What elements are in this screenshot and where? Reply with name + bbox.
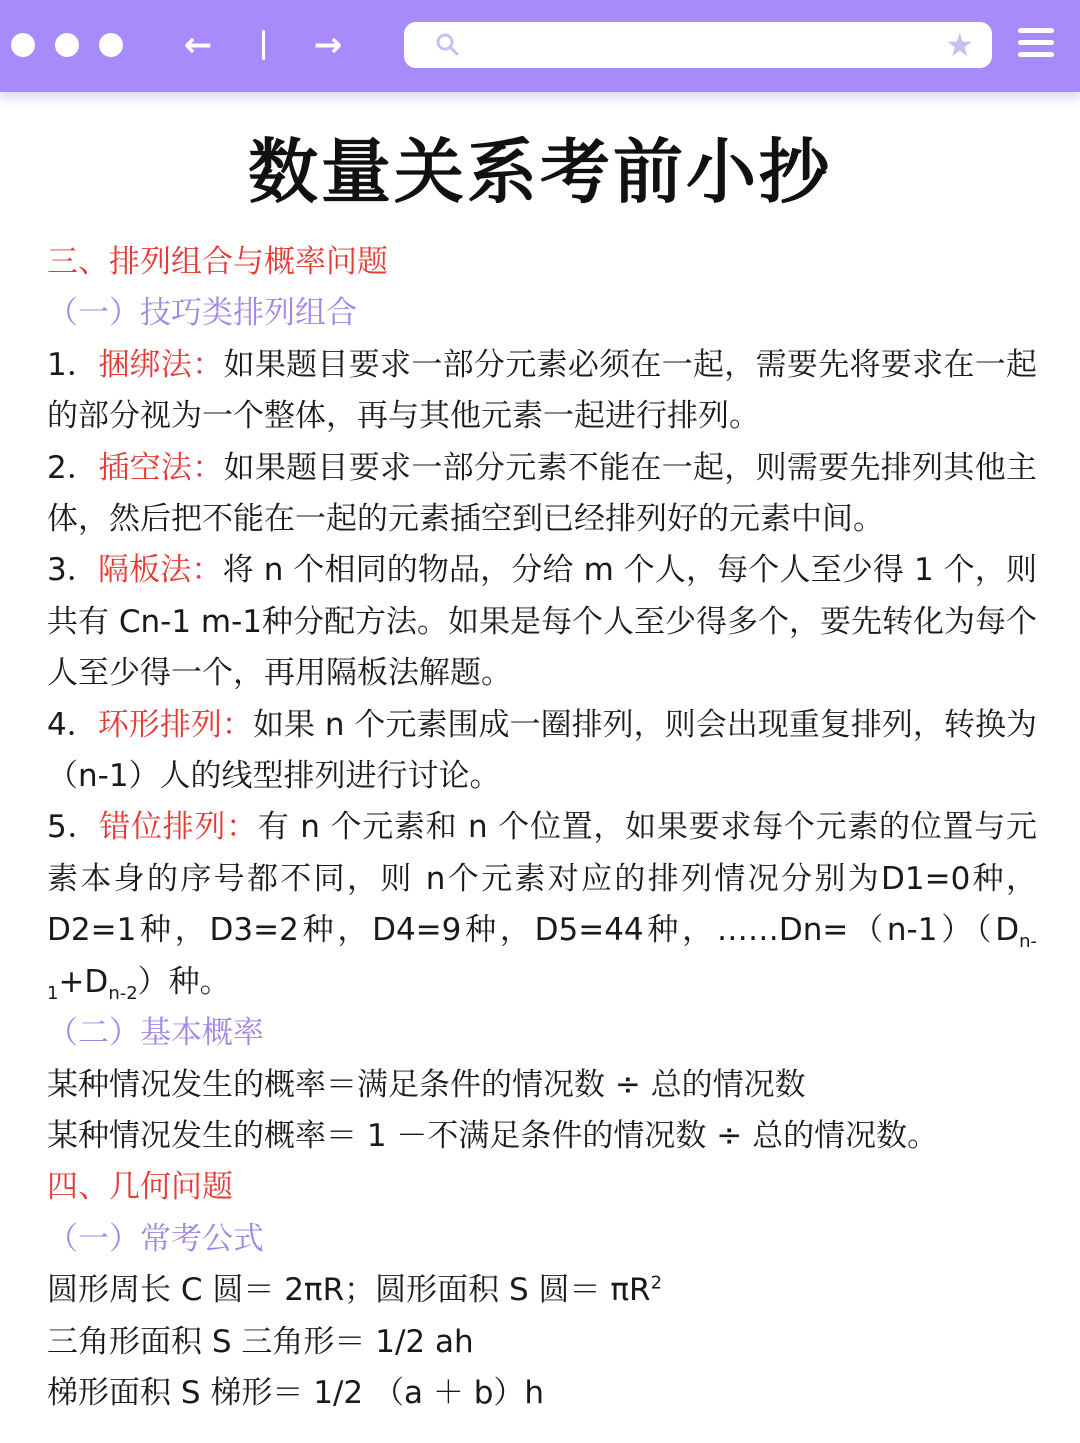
list-item [47, 340, 1037, 443]
item-text: 有 n 个元素和 n 个位置，如果要求每个元素的位置与元素本身的序号都不同，则 n个元素对应的排列情况分别为D1=0种，D2=1种，D3=2种，D4=9种，D5=44种，……Dn=（n-1）（D [47, 809, 1037, 949]
item-text: 如果题目要求一部分元素不能在一起，则需要先排列其他主体，然后把不能在一起的元素插空到已经排列好的元素中间。 [47, 449, 1038, 538]
item-number: 4． [47, 706, 98, 743]
address-bar[interactable] [404, 22, 992, 68]
item-keyword: 捆绑法： [98, 346, 224, 383]
subsection-heading-3-1: （一）技巧类排列组合 [47, 295, 357, 332]
section-heading-3: 三、排列组合与概率问题 [47, 244, 388, 280]
item-number: 2． [47, 449, 99, 486]
item-keyword: 错位排列： [99, 809, 258, 846]
geometry-formula-2: 三角形面积 S 三角形＝ 1/2 ah [47, 1323, 474, 1360]
item-keyword: 环形排列： [97, 706, 253, 743]
item-text: 将 n 个相同的物品，分给 m 个人，每个人至少得 1 个，则共有 Cn-1 m-1种分配方法。如果是每个人至少得多个，要先转化为每个人至少得一个，再用隔板法解题。 [47, 552, 1038, 692]
document-body [47, 237, 1037, 1419]
window-maximize-dot[interactable] [99, 33, 123, 57]
search-icon [434, 31, 462, 59]
nav-separator [262, 30, 265, 60]
probability-formula-2: 某种情况发生的概率＝ 1 －不满足条件的情况数 ÷ 总的情况数。 [47, 1117, 939, 1154]
item-number: 3． [47, 552, 98, 589]
item-keyword: 插空法： [98, 449, 224, 486]
window-close-dot[interactable] [11, 33, 35, 57]
item-text: 如果题目要求一部分元素必须在一起，需要先将要求在一起的部分视为一个整体，再与其他元素一起进行排列。 [47, 346, 1038, 435]
item-text: 如果 n 个元素围成一圈排列，则会出现重复排列，转换为（n-1）人的线型排列进行讨论。 [47, 706, 1037, 795]
item-text-mid: +D [58, 963, 109, 1000]
page-title: 数量关系考前小抄 [248, 131, 832, 213]
subsection-heading-4-1: （一）常考公式 [47, 1220, 264, 1257]
browser-toolbar [0, 0, 1080, 92]
subscript: n-2 [108, 982, 138, 1004]
list-item [47, 443, 1037, 546]
forward-arrow-icon[interactable]: → [313, 25, 343, 65]
list-item [47, 802, 1037, 1008]
list-item [47, 545, 1037, 699]
section-heading-4: 四、几何问题 [47, 1169, 233, 1206]
geometry-formula-3: 梯形面积 S 梯形＝ 1/2 （a ＋ b）h [47, 1374, 545, 1411]
subscript: n-1 [47, 931, 1037, 1004]
geometry-formula-1 [47, 1265, 1037, 1316]
subsection-heading-3-2: （二）基本概率 [47, 1015, 264, 1052]
superscript: 2 [650, 1272, 663, 1294]
item-number: 5． [47, 809, 100, 846]
formula-text: 圆形周长 C 圆＝ 2πR；圆形面积 S 圆＝ πR [47, 1272, 651, 1309]
back-arrow-icon[interactable]: ← [183, 25, 213, 65]
probability-formula-1: 某种情况发生的概率＝满足条件的情况数 ÷ 总的情况数 [47, 1066, 806, 1103]
item-keyword: 隔板法： [98, 552, 223, 589]
list-item [47, 700, 1037, 803]
item-text-tail: ）种。 [137, 963, 231, 1000]
item-number: 1． [47, 346, 99, 383]
star-icon[interactable]: ★ [945, 26, 974, 64]
menu-icon[interactable] [1018, 28, 1054, 62]
window-minimize-dot[interactable] [55, 33, 79, 57]
